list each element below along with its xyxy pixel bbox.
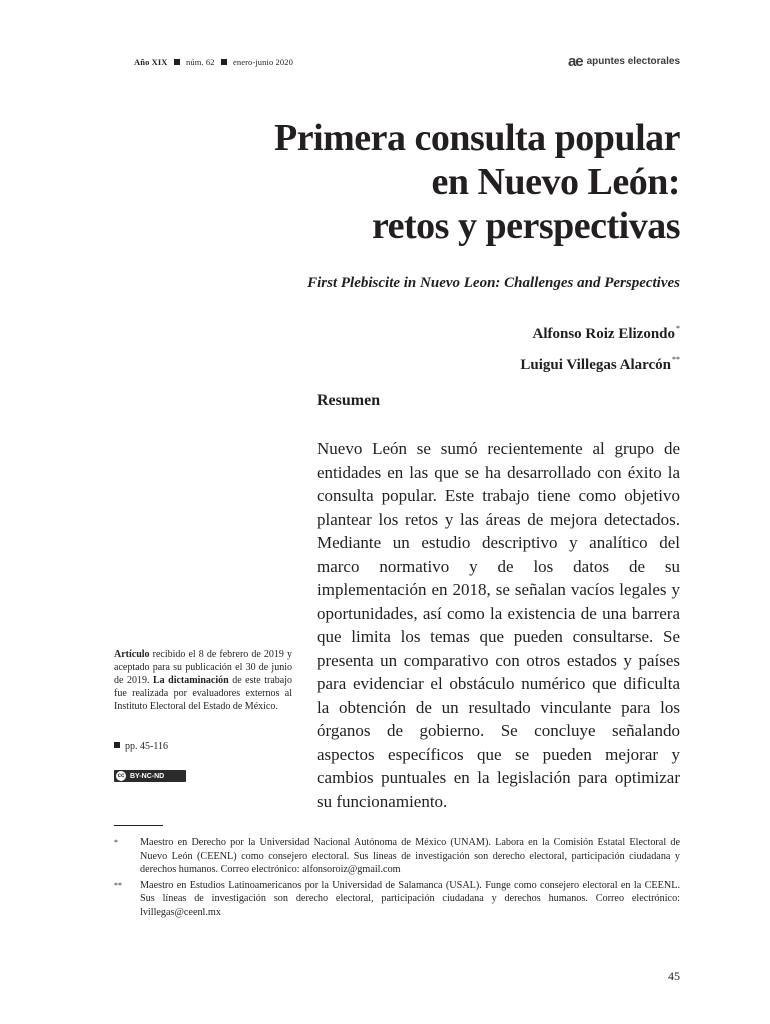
footnote-mark: **	[114, 880, 122, 890]
article-title	[180, 116, 680, 248]
page-range	[114, 741, 168, 752]
footnote-mark: **	[672, 355, 680, 364]
footnote-mark: *	[114, 838, 118, 847]
page-number: 45	[668, 969, 680, 983]
footnotes	[114, 836, 680, 921]
running-header	[134, 57, 293, 67]
dictaminacion-text: de este trabajo fue realizada por evaluadores externos al Instituto Electoral del Estado de México.	[114, 675, 292, 712]
dictaminacion-label: La dictaminación	[152, 675, 229, 686]
header-issue: núm. 62	[186, 57, 215, 67]
author-name: Luigui Villegas Alarcón	[520, 357, 671, 373]
footnote-text: Maestro en Derecho por la Universidad Nacional Autónoma de México (UNAM). Labora en la Comisión Estatal Electoral de Nuevo León (CEENL) como consejero electoral. Sus líneas de investigación son derecho electoral, participación ciudadana y derechos humanos. Correo electrónico: alfonsoroiz@gmail.com	[140, 837, 680, 875]
square-bullet-icon	[174, 59, 180, 65]
journal-logo: ae	[567, 53, 583, 70]
title-line: retos y perspectivas	[371, 205, 680, 247]
title-line: en Nuevo León:	[431, 161, 680, 203]
author	[520, 316, 680, 347]
license-text: BY-NC-ND	[130, 772, 165, 780]
articulo-label: Artículo	[114, 649, 150, 660]
footnote-text: Maestro en Estudios Latinoamericanos por la Universidad de Salamanca (USAL). Funge como consejero electoral en la CEENL. Sus líneas de investigación son derecho electoral, participación ciudadana y derechos humanos. Correo electrónico: lvillegas@ceenl.mx	[140, 879, 680, 918]
header-period: enero-junio 2020	[233, 57, 293, 67]
creative-commons-icon: cc	[117, 773, 125, 779]
abstract-text: Nuevo León se sumó recientemente al grupo de entidades en las que se ha desarrollado con éxito la consulta popular. Este trabajo tiene como objetivo plantear los retos y las áreas de mejora detectados. Mediante un estudio descriptivo y analítico del marco normativo y de los datos de su implementación en 2018, se señalan vacíos legales y oportunidades, así como la existencia de una barrera que limita los temas que pueden consultarse. Se presenta un comparativo con otros estados y países para evidenciar el obstáculo numérico que dificulta la obtención de un resultado vinculante para los órganos de gobierno. Se concluye señalando aspectos específicos que se pueden mejorar y cambios puntuales en la legislación para optimizar su funcionamiento.	[317, 439, 680, 811]
square-bullet-icon	[114, 742, 120, 748]
header-year: Año XIX	[134, 57, 168, 67]
journal-name: apuntes electorales	[586, 56, 680, 67]
footnote	[114, 879, 680, 920]
square-bullet-icon	[221, 59, 227, 65]
received-text: recibido el 8 de febrero de 2019 y aceptado para su publicación el 30 de junio de 2019.	[114, 649, 292, 686]
page-range-text: pp. 45-116	[125, 741, 168, 752]
english-title: First Plebiscite in Nuevo Leon: Challenges and Perspectives	[307, 275, 680, 291]
article-info	[114, 648, 292, 713]
author-name: Alfonso Roiz Elizondo	[532, 326, 675, 342]
abstract-heading: Resumen	[317, 392, 381, 409]
license-badge	[114, 770, 186, 782]
footnote-divider	[114, 825, 163, 826]
author-list	[520, 316, 680, 378]
footnote-mark: *	[676, 324, 680, 333]
footnote	[114, 836, 680, 877]
title-line: Primera consulta popular	[274, 117, 680, 159]
author	[520, 347, 680, 378]
journal-brand	[568, 53, 680, 70]
